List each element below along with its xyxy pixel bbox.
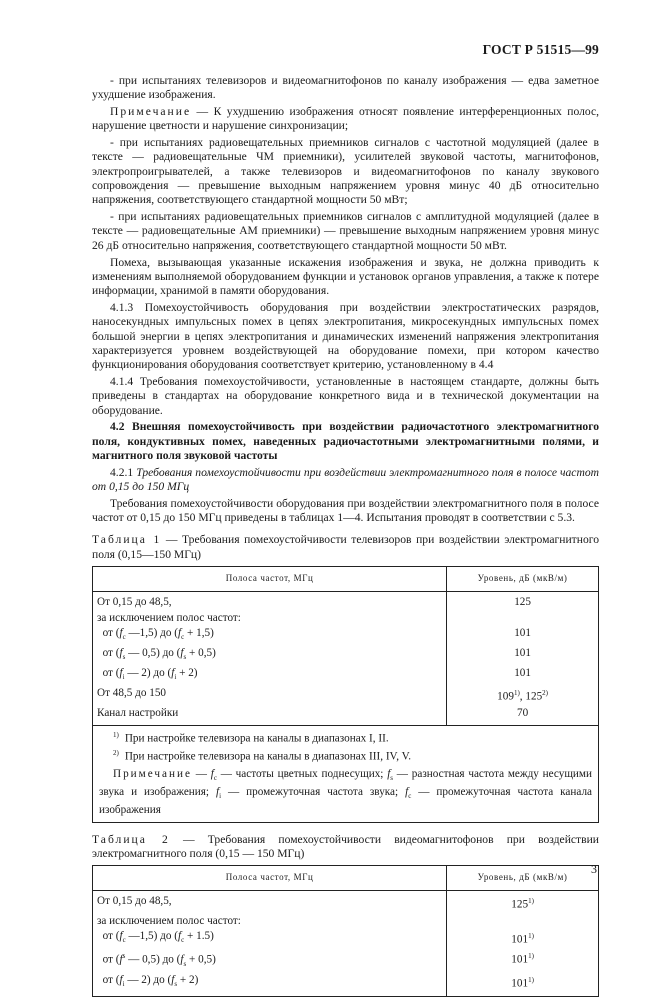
table1-col-frequency: Полоса частот, МГц — [93, 567, 447, 592]
section-number: 4.2 — [110, 420, 125, 434]
table-row — [93, 706, 599, 725]
table2-level — [447, 914, 599, 930]
table1-range: От 0,15 до 48,5, — [93, 591, 447, 610]
footnote-1-text: При настройке телевизора на каналы в диапазонах I, II. — [124, 732, 389, 745]
table1-col-level: Уровень, дБ (мкВ/м) — [447, 567, 599, 592]
table-row — [93, 666, 599, 686]
table-row — [93, 929, 599, 949]
table2-title: — Требования помехоустойчивости видеомагнитофонов при воздействии электромагнитного поля (0,15 — 150 МГц) — [92, 832, 599, 861]
section-heading-4-2 — [92, 420, 599, 463]
table1-level: 70 — [447, 706, 599, 725]
table2-range: от ($f_i$ — 2) до $(f_s + 2)$ — [93, 973, 447, 997]
footnote-2-text: При настройке телевизора на каналы в диапазонах III, IV, V. — [124, 751, 412, 764]
table1 — [92, 566, 599, 823]
subsection-title: Требования помехоустойчивости при воздействии электромагнитного поля в полосе частот от 0,15 до 150 МГц — [92, 465, 599, 494]
table2-header-row — [93, 866, 599, 891]
paragraph-4-1-3: 4.1.3 Помехоустойчивость оборудования при воздействии электростатических разрядов, наносекундных импульсных помех в цепях электропитания, микросекундных импульсных помех большой энергии в цепях электропитания и динамических изменений напряжения электропитания характеризуется уровнем воздействующей на оборудование помехи, при котором качество функционирования оборудования соответствует критерию, установленному в 4.4 — [92, 300, 599, 372]
paragraph-image-criterion: - при испытаниях телевизоров и видеомагнитофонов по каналу изображения — едва заметное ухудшение изображения. — [92, 74, 599, 102]
table2-col-frequency: Полоса частот, МГц — [93, 866, 447, 891]
table1-title: — Требования помехоустойчивости телевизоров при воздействии электромагнитного поля (0,15—150 МГц) — [92, 533, 600, 561]
table2 — [92, 865, 599, 997]
paragraph-am-criterion: - при испытаниях радиовещательных приемников сигналов с амплитудной модуляцией (далее в тексте — радиовещательные АМ приемники) — превышение выходным напряжением уровня минус 26 дБ относительно напряжения, соответствующего стандартной мощности 50 мВт. — [92, 210, 599, 252]
table-row — [93, 686, 599, 706]
footnote-2 — [113, 747, 592, 765]
table2-level: 101$^{1)}$ — [447, 929, 599, 949]
subsection-heading-4-2-1 — [92, 466, 599, 495]
table-row — [93, 611, 599, 627]
paragraph-fm-criterion: - при испытаниях радиовещательных приемников сигналов с частотной модуляцией (далее в тексте — радиовещательные ЧМ приемники), усилителей звуковой частоты, магнитофонов, электропроигрывателей, а также телевизоров и видеомагнитофонов по каналу звукового сопровождения — превышение выходным напряжением уровня минус 40 дБ относительно напряжения, соответствующего стандартной мощности 50 мВт; — [92, 136, 599, 207]
table1-note-label: Примечание — [113, 767, 192, 780]
table1-level: 101 — [447, 626, 599, 646]
note-image-degradation — [92, 105, 599, 134]
document-header: ГОСТ Р 51515—99 — [482, 42, 599, 57]
table1-caption — [92, 533, 599, 562]
table2-range: От 0,15 до 48,5, — [93, 891, 447, 914]
table-row — [93, 949, 599, 973]
table2-range: от ($f^s$ — 0,5) до $(f_s + 0,5)$ — [93, 949, 447, 973]
table-row — [93, 891, 599, 914]
subsection-number: 4.2.1 — [110, 465, 134, 479]
table-row — [93, 973, 599, 997]
table1-level: 109$^{1)}$, 125$^{2)}$ — [447, 686, 599, 706]
table-row — [93, 626, 599, 646]
table2-range: от ($f_c$ —1,5) до $(f_c + 1.5)$ — [93, 929, 447, 949]
table1-level: 101 — [447, 646, 599, 666]
document-body — [92, 74, 599, 997]
table1-note: Примечание — $f_c$ — частоты цветных поднесущих; $f_s$ — разностная частота между несущими звука и изображения; $f_i$ — промежуточная частота звука; $f_c$ — промежуточная частота канала изображения — [99, 767, 592, 816]
table1-range: Канал настройки — [93, 706, 447, 725]
table1-notes — [93, 725, 599, 822]
footnote-1-mark: 1) — [113, 730, 119, 739]
paragraph-tables-reference: Требования помехоустойчивости оборудования при воздействии электромагнитного поля в полосе частот от 0,15 до 150 МГц приведены в таблицах 1—4. Испытания проводят в соответствии с 5.3. — [92, 496, 599, 525]
table-row — [93, 591, 599, 610]
table2-label: Таблица 2 — [92, 832, 170, 846]
table-row — [93, 914, 599, 930]
footnote-1 — [113, 729, 592, 747]
table2-range: за исключением полос частот: — [93, 914, 447, 930]
note-label: Примечание — [110, 105, 192, 119]
table1-level: 125 — [447, 591, 599, 610]
section-title: Внешняя помехоустойчивость при воздействии радиочастотного электромагнитного поля, кондуктивных помех, наведенных радиочастотными электромагнитными полями, и магнитного поля звуковой частоты — [92, 420, 599, 462]
table1-label: Таблица 1 — [92, 533, 162, 547]
table2-level: 101$^{1)}$ — [447, 973, 599, 997]
table1-notes-row — [93, 725, 599, 822]
table1-range: от ($f_i$ — 2) до $(f_i + 2)$ — [93, 666, 447, 686]
table1-range: От 48,5 до 150 — [93, 686, 447, 706]
paragraph-4-1-4: 4.1.4 Требования помехоустойчивости, установленные в настоящем стандарте, должны быть приведены в стандартах на оборудование конкретного вида и в технической документации на оборудование. — [92, 374, 599, 417]
paragraph-interference-function: Помеха, вызывающая указанные искажения изображения и звука, не должна приводить к изменениям выполняемой оборудованием функции и установок органов управления, а также к потере информации, хранимой в памяти оборудования. — [92, 255, 599, 298]
table-row — [93, 646, 599, 666]
page-number: 3 — [591, 862, 597, 876]
table1-level — [447, 611, 599, 627]
table1-range: от ($f_s$ — 0,5) до $(f_s + 0,5)$ — [93, 646, 447, 666]
table1-header-row — [93, 567, 599, 592]
table2-caption — [92, 833, 599, 862]
table2-level: 101$^{1)}$ — [447, 949, 599, 973]
table1-range: за исключением полос частот: — [93, 611, 447, 627]
table2-col-level: Уровень, дБ (мкВ/м) — [447, 866, 599, 891]
footnote-2-mark: 2) — [113, 749, 119, 758]
table2-level: 125$^{1)}$ — [447, 891, 599, 914]
note-text: — К ухудшению изображения относят появление интерференционных полос, нарушение цветности и нарушение синхронизации; — [92, 105, 599, 133]
table1-range: от ($f_c$ —1,5) до $(f_c + 1,5)$ — [93, 626, 447, 646]
table1-level: 101 — [447, 666, 599, 686]
